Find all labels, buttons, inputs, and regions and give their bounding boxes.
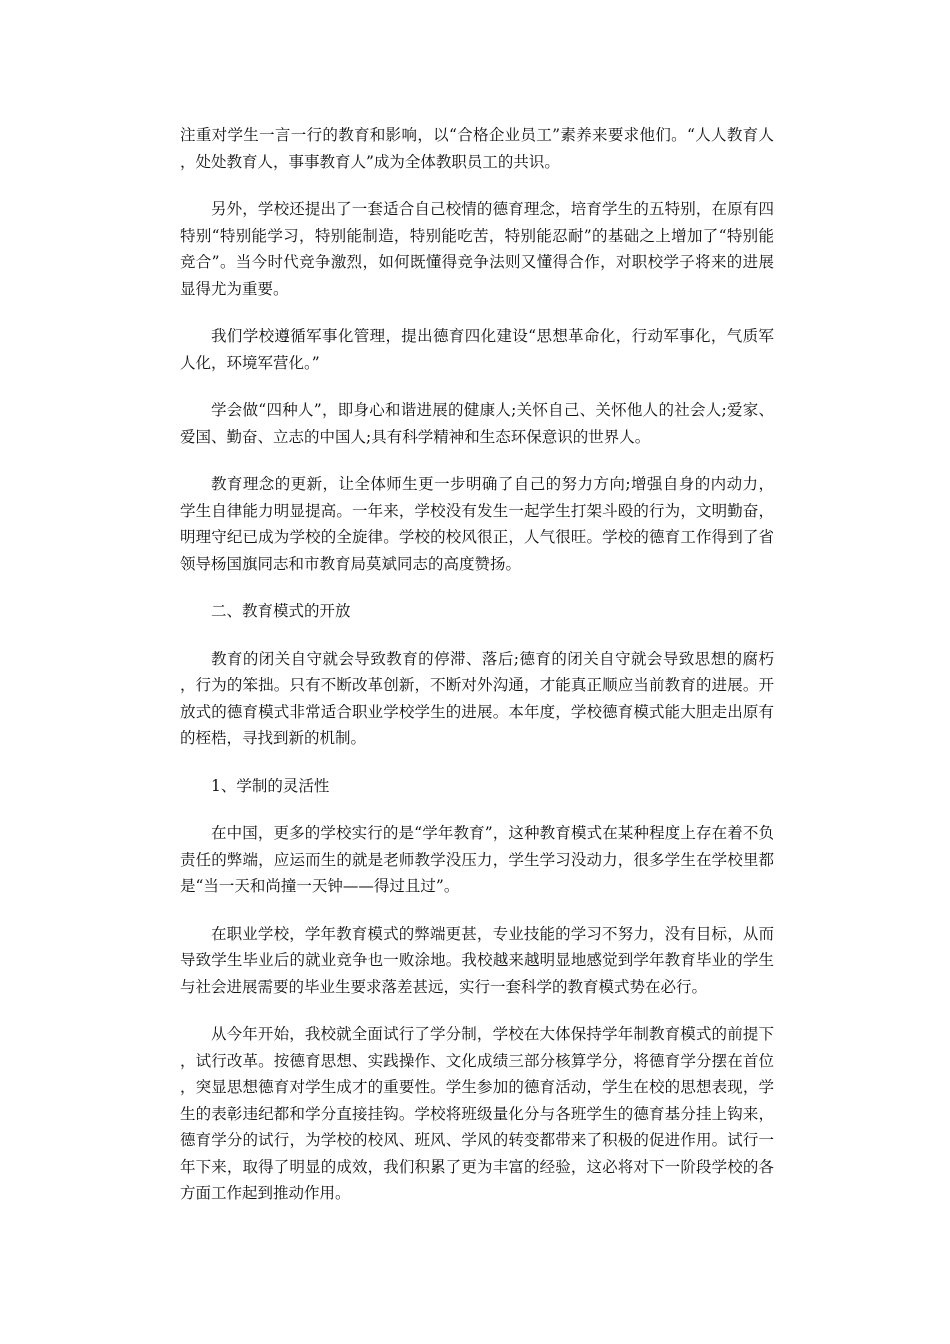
- section-heading-open-model: 二、教育模式的开放: [211, 602, 351, 620]
- subsection-heading-flexible-system: 1、学制的灵活性: [211, 776, 330, 795]
- paragraph-four-kinds-of-people: 学会做“四种人”，即身心和谐进展的健康人;关怀自己、关怀他人的社会人;爱家、爱国、勤奋、立志的中国人;具有科学精神和生态环保意识的世界人。: [180, 401, 774, 446]
- paragraph-open-model: 教育的闭关自守就会导致教育的停滞、落后;德育的闭关自守就会导致思想的腐朽，行为的笨拙。只有不断改革创新，不断对外沟通，才能真正顺应当前教育的进展。开放式的德育模式非常适合职业学校学生的进展。本年度，学校德育模式能大胆走出原有的桎梏，寻找到新的机制。: [180, 649, 774, 747]
- paragraph-credit-system: 从今年开始，我校就全面试行了学分制，学校在大体保持学年制教育模式的前提下，试行改革。按德育思想、实践操作、文化成绩三部分核算学分，将德育学分摆在首位，突显思想德育对学生成才的重要性。学生参加的德育活动，学生在校的思想表现，学生的表彰违纪都和学分直接挂钩。学校将班级量化分与各班学生的德育基分挂上钩来，德育学分的试行，为学校的校风、班风、学风的转变都带来了积极的促进作用。试行一年下来，取得了明显的成效，我们积累了更为丰富的经验，这必将对下一阶段学校的各方面工作起到推动作用。: [180, 1025, 774, 1202]
- paragraph-continued: 注重对学生一言一行的教育和影响，以“合格企业员工”素养来要求他们。“人人教育人，处处教育人，事事教育人”成为全体教职员工的共识。: [180, 126, 774, 171]
- paragraph-philosophy-update: 教育理念的更新，让全体师生更一步明确了自己的努力方向;增强自身的内动力，学生自律能力明显提高。一年来，学校没有发生一起学生打架斗殴的行为，文明勤奋，明理守纪已成为学校的全旋律。学校的校风很正，人气很旺。学校的德育工作得到了省领导杨国旗同志和市教育局莫斌同志的高度赞扬。: [180, 475, 774, 573]
- paragraph-moral-philosophy: 另外，学校还提出了一套适合自己校情的德育理念，培育学生的五特别，在原有四特别“特别能学习，特别能制造，特别能吃苦，特别能忍耐”的基础之上增加了“特别能竞合”。当今时代竞争激烈，如何既懂得竞争法则又懂得合作，对职校学子将来的进展显得尤为重要。: [180, 200, 774, 298]
- paragraph-academic-year-education: 在中国，更多的学校实行的是“学年教育”，这种教育模式在某种程度上存在着不负责任的弊端，应运而生的就是老师教学没压力，学生学习没动力，很多学生在学校里都是“当一天和尚撞一天钟——得过且过”。: [180, 824, 774, 895]
- document-body: [180, 122, 774, 1228]
- paragraph-military-management: 我们学校遵循军事化管理，提出德育四化建设“思想革命化，行动军事化，气质军人化，环境军营化。”: [180, 327, 774, 372]
- paragraph-vocational-drawbacks: 在职业学校，学年教育模式的弊端更甚，专业技能的学习不努力，没有目标，从而导致学生毕业后的就业竞争也一败涂地。我校越来越明显地感觉到学年教育毕业的学生与社会进展需要的毕业生要求落差甚远，实行一套科学的教育模式势在必行。: [180, 924, 774, 996]
